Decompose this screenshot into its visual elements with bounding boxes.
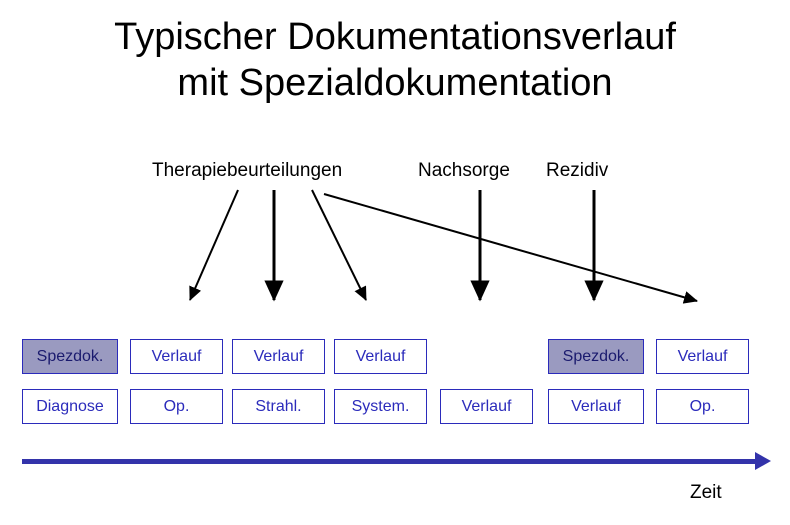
arrow-therapiebeurteilungen-to-op [190,190,238,300]
box-bottom-verlauf-1[interactable]: Verlauf [440,389,533,424]
box-bottom-op-1[interactable]: Op. [130,389,223,424]
box-top-verlauf-3[interactable]: Verlauf [334,339,427,374]
box-top-verlauf-1[interactable]: Verlauf [130,339,223,374]
timeline-arrow-head-icon [755,452,771,470]
box-top-spezdok-1[interactable]: Spezdok. [22,339,118,374]
box-top-verlauf-4[interactable]: Verlauf [656,339,749,374]
page-title-line-1: Typischer Dokumentationsverlauf [114,16,676,58]
timeline-caption: Zeit [690,482,722,503]
box-top-spezdok-2[interactable]: Spezdok. [548,339,644,374]
box-bottom-diagnose[interactable]: Diagnose [22,389,118,424]
box-bottom-strahl[interactable]: Strahl. [232,389,325,424]
box-bottom-op-2[interactable]: Op. [656,389,749,424]
event-label-rezidiv: Rezidiv [546,160,609,181]
page-title-line-2: mit Spezialdokumentation [177,62,613,104]
arrow-therapiebeurteilungen-to-system [312,190,366,300]
timeline-axis [22,459,757,464]
page-title [0,14,790,106]
box-bottom-system[interactable]: System. [334,389,427,424]
event-label-nachsorge: Nachsorge [418,160,510,181]
box-bottom-verlauf-2[interactable]: Verlauf [548,389,644,424]
arrow-long-diagonal-to-op [324,194,697,301]
box-top-verlauf-2[interactable]: Verlauf [232,339,325,374]
event-label-therapiebeurteilungen: Therapiebeurteilungen [152,160,343,181]
